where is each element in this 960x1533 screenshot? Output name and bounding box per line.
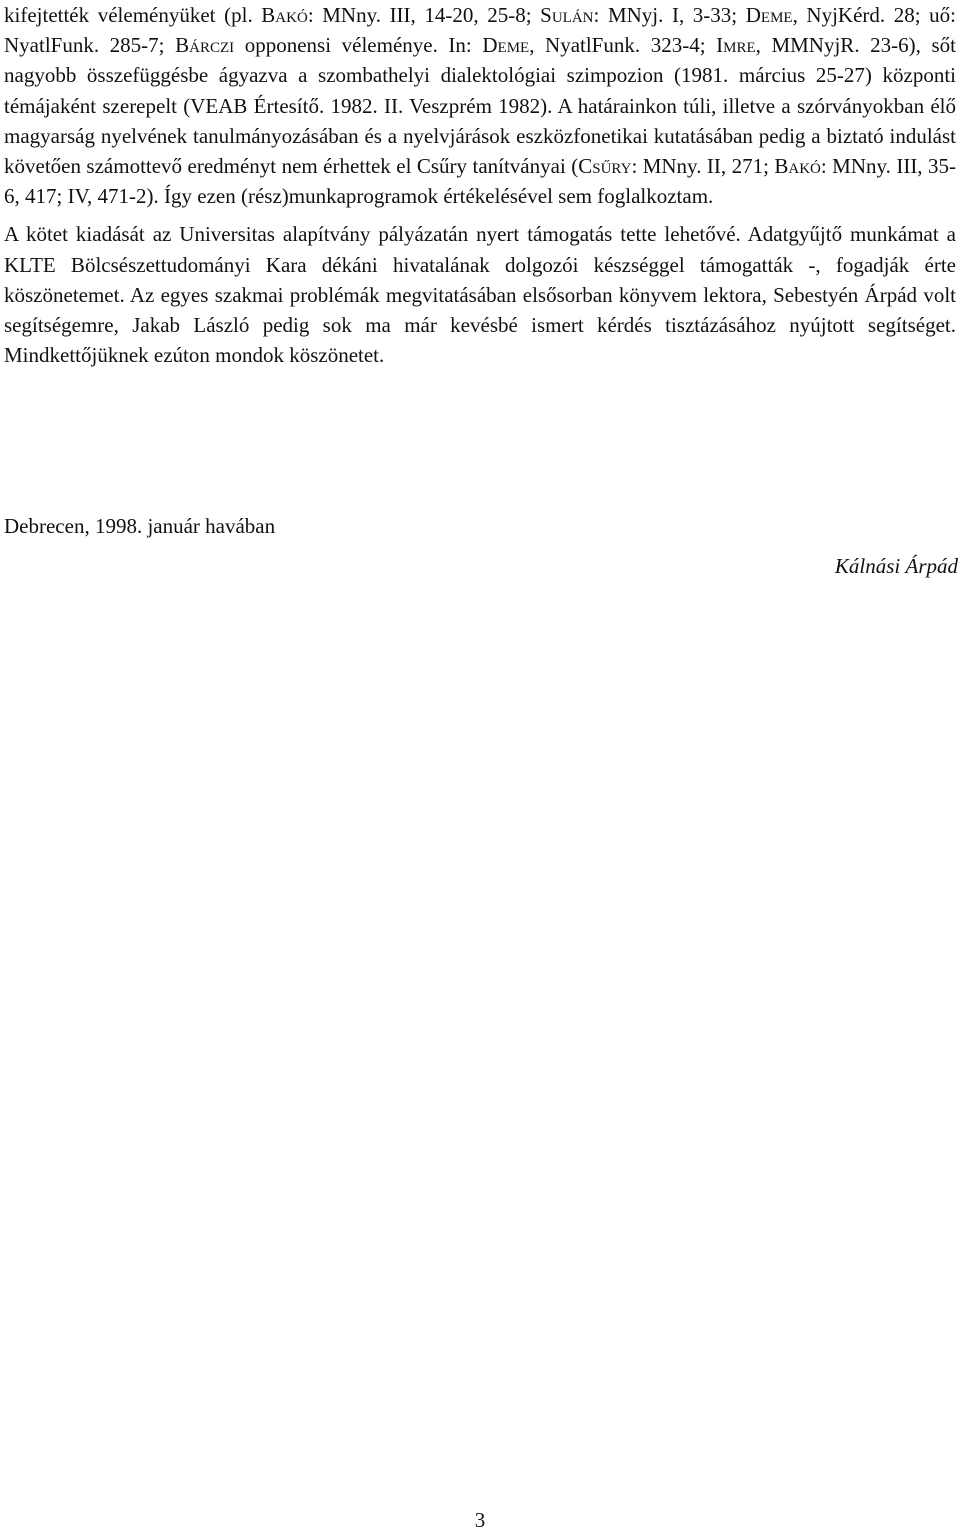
author-name: Imre [716, 33, 756, 58]
author-name: Bakó [261, 3, 308, 27]
paragraph-references [4, 0, 956, 211]
text-segment: opponensi véleménye. In: [234, 33, 483, 58]
author-name: Deme [482, 33, 530, 58]
paragraph-acknowledgements: A kötet kiadását az Universitas alapítvány pályázatán nyert támogatás tette lehetővé. Adatgyűjtő munkámat a KLTE Bölcsészettudományi Kara dékáni hivatalának dolgozói készséggel támogatták -, fogadják érte köszönetemet. Az egyes szakmai problémák megvitatásában elsősorban könyvem lektora, Sebestyén Árpád volt segítségemre, Jakab László pedig sok ma már kevésbé ismert kérdés tisztázásához nyújtott segítséget. Mindkettőjüknek ezúton mondok köszönetet. [4, 222, 956, 368]
text-segment: : MNyj. I, 3-33; [593, 3, 746, 27]
text-segment: , MMNyjR. 23-6), sőt nagyobb összefüggésbe ágyazva a szombathelyi dialektológiai szimpozion (1981. március 25-27) központi témájaként szerepelt (VEAB Értesítő. 1982. II. Veszprém 1982). A határainkon túli, illetve a szórványokban élő magyarság nyelvének tanulmányozásában és a nyelvjárások eszközfonetikai kutatásában pedig a biztató indulást követően számottevő eredményt nem érhettek el Csűry tanítványai ( [4, 33, 956, 179]
page-number: 3 [474, 1508, 486, 1532]
text-segment: : MNny. III, 35-6, 417; IV, 471-2). Így ezen (rész)munkaprogramok értékelésével sem foglalkoztam. [4, 154, 957, 209]
author-name: Bárczi [175, 33, 235, 58]
text-segment: , NyatlFunk. 323-4; [529, 33, 717, 58]
author-name: Csűry [578, 154, 632, 179]
document-page [4, 0, 956, 370]
dateline: Debrecen, 1998. január havában [4, 514, 276, 538]
text-segment: : MNny. III, 14-20, 25-8; [307, 3, 541, 27]
text-segment: : MNny. II, 271; [631, 154, 775, 179]
text-segment: kifejtették véleményüket (pl. [4, 3, 262, 27]
author-name: Deme [745, 3, 793, 27]
signature: Kálnási Árpád [834, 554, 958, 578]
author-name: Bakó [774, 154, 821, 179]
text-segment: , NyjKérd. 28; uő: NyatlFunk. 285-7; [4, 3, 957, 58]
author-name: Sulán [540, 3, 594, 27]
